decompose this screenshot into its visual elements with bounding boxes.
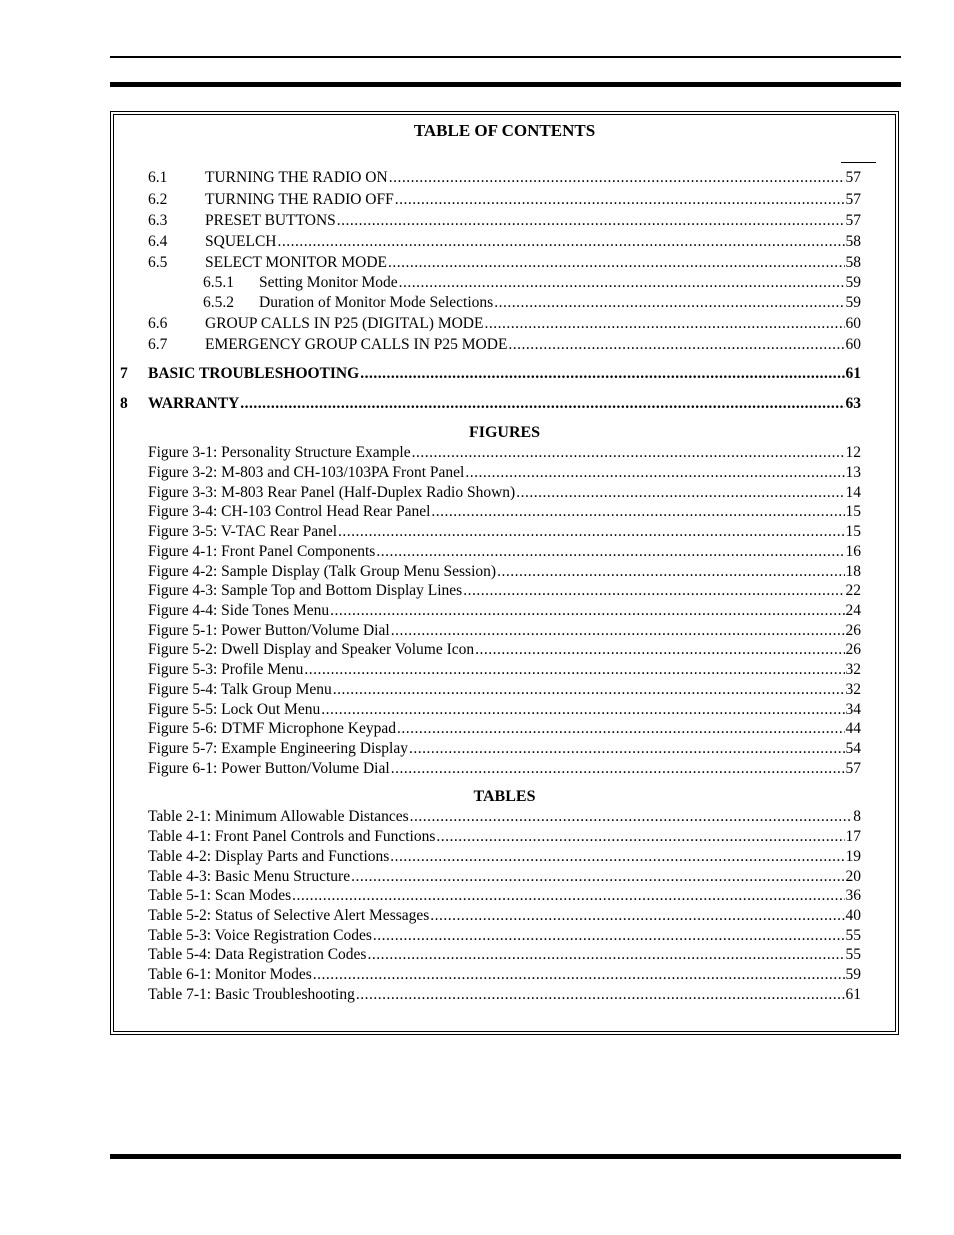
figure-title: Figure 4-4: Side Tones Menu <box>148 602 330 619</box>
figure-entry[interactable] <box>148 443 861 463</box>
figure-entry[interactable] <box>148 601 861 621</box>
figure-title: Figure 3-5: V-TAC Rear Panel <box>148 523 338 540</box>
table-entry[interactable] <box>148 906 861 926</box>
dot-leader <box>430 906 844 926</box>
figure-page: 57 <box>845 760 861 777</box>
entry-page: 59 <box>845 294 861 311</box>
figure-entry[interactable] <box>148 522 861 542</box>
table-entry[interactable] <box>148 926 861 946</box>
figure-title: Figure 4-1: Front Panel Components <box>148 543 376 560</box>
dot-leader <box>367 945 844 965</box>
dot-leader <box>389 168 845 188</box>
table-entry[interactable] <box>148 965 861 985</box>
figure-page: 16 <box>845 543 861 560</box>
entry-title: Duration of Monitor Mode Selections <box>259 294 494 311</box>
chapter-title: BASIC TROUBLESHOOTING <box>148 365 360 382</box>
header-rule-thin <box>110 56 901 58</box>
toc-entry-6-5-1[interactable] <box>203 273 861 293</box>
dot-leader <box>330 601 844 621</box>
toc-entry-6-4[interactable] <box>148 232 861 252</box>
entry-title: TURNING THE RADIO ON <box>205 169 388 186</box>
figure-entry[interactable] <box>148 719 861 739</box>
table-title: Table 5-2: Status of Selective Alert Messages <box>148 907 430 924</box>
table-entry[interactable] <box>148 985 861 1005</box>
table-title: Table 6-1: Monitor Modes <box>148 966 312 983</box>
entry-page: 57 <box>845 169 861 186</box>
dot-leader <box>390 847 844 867</box>
toc-entry-6-5-2[interactable] <box>203 293 861 313</box>
table-title: Table 5-1: Scan Modes <box>148 887 292 904</box>
dot-leader <box>410 807 853 827</box>
table-page: 40 <box>845 907 861 924</box>
toc-entry-6-7[interactable] <box>148 335 861 355</box>
figure-entry[interactable] <box>148 542 861 562</box>
entry-page: 57 <box>845 212 861 229</box>
table-entry[interactable] <box>148 847 861 867</box>
dot-leader <box>463 581 844 601</box>
entry-title: SELECT MONITOR MODE <box>205 254 387 271</box>
figure-title: Figure 5-1: Power Button/Volume Dial <box>148 622 390 639</box>
dot-leader <box>338 522 844 542</box>
dot-leader <box>240 394 844 414</box>
entry-title: Setting Monitor Mode <box>259 274 398 291</box>
toc-title: TABLE OF CONTENTS <box>413 121 596 140</box>
table-title: Table 7-1: Basic Troubleshooting <box>148 986 355 1003</box>
dot-leader <box>409 739 845 759</box>
dot-leader <box>313 965 845 985</box>
table-title: Table 4-1: Front Panel Controls and Functions <box>148 828 436 845</box>
dot-leader <box>292 886 844 906</box>
toc-chapter-8[interactable] <box>120 394 861 414</box>
figure-title: Figure 5-5: Lock Out Menu <box>148 701 321 718</box>
table-page: 20 <box>845 868 861 885</box>
figure-title: Figure 5-2: Dwell Display and Speaker Volume Icon <box>148 641 475 658</box>
entry-title: SQUELCH <box>205 233 277 250</box>
table-page: 59 <box>845 966 861 983</box>
toc-entry-6-3[interactable] <box>148 211 861 231</box>
figure-page: 18 <box>845 563 861 580</box>
figure-page: 26 <box>845 641 861 658</box>
figure-page: 14 <box>845 484 861 501</box>
toc-chapter-7[interactable] <box>120 364 861 384</box>
header-rule-thick <box>110 82 901 87</box>
entry-page: 57 <box>845 191 861 208</box>
entry-page: 59 <box>845 274 861 291</box>
figure-entry[interactable] <box>148 483 861 503</box>
dot-leader <box>431 502 844 522</box>
table-title: Table 2-1: Minimum Allowable Distances <box>148 808 409 825</box>
dot-leader <box>360 364 844 384</box>
entry-title: PRESET BUTTONS <box>205 212 336 229</box>
dot-leader <box>321 700 844 720</box>
entry-number: 6.2 <box>148 191 168 208</box>
table-title: Table 4-2: Display Parts and Functions <box>148 848 390 865</box>
figure-page: 32 <box>845 681 861 698</box>
figures-heading: FIGURES <box>468 424 541 441</box>
dot-leader <box>351 867 844 887</box>
chapter-title: WARRANTY <box>148 395 240 412</box>
figure-page: 15 <box>845 503 861 520</box>
toc-entry-6-2[interactable] <box>148 190 861 210</box>
dot-leader <box>391 759 845 779</box>
dot-leader <box>508 335 844 355</box>
figure-page: 44 <box>845 720 861 737</box>
dot-leader <box>516 483 844 503</box>
figure-title: Figure 5-3: Profile Menu <box>148 661 304 678</box>
figure-entry[interactable] <box>148 660 861 680</box>
figure-page: 15 <box>845 523 861 540</box>
dot-leader <box>304 660 844 680</box>
figure-title: Figure 5-4: Talk Group Menu <box>148 681 332 698</box>
chapter-number: 7 <box>120 365 128 382</box>
figure-entry[interactable] <box>148 463 861 483</box>
dot-leader <box>337 211 845 231</box>
footer-rule-thick <box>110 1154 901 1159</box>
figure-title: Figure 5-7: Example Engineering Display <box>148 740 408 757</box>
page-column-mark <box>841 162 876 163</box>
entry-page: 58 <box>845 254 861 271</box>
tables-heading: TABLES <box>473 788 536 805</box>
dot-leader <box>494 293 844 313</box>
entry-page: 60 <box>845 336 861 353</box>
dot-leader <box>277 232 844 252</box>
table-title: Table 5-4: Data Registration Codes <box>148 946 367 963</box>
dot-leader <box>497 562 844 582</box>
dot-leader <box>436 827 844 847</box>
table-title: Table 5-3: Voice Registration Codes <box>148 927 372 944</box>
figure-title: Figure 6-1: Power Button/Volume Dial <box>148 760 390 777</box>
figure-page: 54 <box>845 740 861 757</box>
figure-entry[interactable] <box>148 581 861 601</box>
table-page: 55 <box>845 927 861 944</box>
figure-page: 13 <box>845 464 861 481</box>
dot-leader <box>388 253 845 273</box>
table-page: 55 <box>845 946 861 963</box>
figure-entry[interactable] <box>148 502 861 522</box>
entry-number: 6.5 <box>148 254 168 271</box>
toc-inner-frame <box>113 114 896 1032</box>
table-entry[interactable] <box>148 886 861 906</box>
figure-entry[interactable] <box>148 680 861 700</box>
figure-page: 12 <box>845 444 861 461</box>
dot-leader <box>412 443 845 463</box>
toc-frame <box>110 111 899 1035</box>
dot-leader <box>465 463 844 483</box>
dot-leader <box>356 985 845 1005</box>
table-page: 17 <box>845 828 861 845</box>
dot-leader <box>373 926 845 946</box>
entry-number: 6.1 <box>148 169 168 186</box>
dot-leader <box>376 542 844 562</box>
entry-number: 6.6 <box>148 315 168 332</box>
chapter-page: 63 <box>845 395 861 412</box>
table-page: 8 <box>853 808 861 825</box>
dot-leader <box>391 621 845 641</box>
table-title: Table 4-3: Basic Menu Structure <box>148 868 351 885</box>
entry-title: TURNING THE RADIO OFF <box>205 191 394 208</box>
table-entry[interactable] <box>148 945 861 965</box>
figure-entry[interactable] <box>148 739 861 759</box>
table-page: 36 <box>845 887 861 904</box>
table-page: 61 <box>845 986 861 1003</box>
figure-entry[interactable] <box>148 562 861 582</box>
figure-page: 34 <box>845 701 861 718</box>
dot-leader <box>484 314 844 334</box>
figure-title: Figure 3-4: CH-103 Control Head Rear Panel <box>148 503 431 520</box>
entry-number: 6.5.2 <box>203 294 234 311</box>
figure-entry[interactable] <box>148 759 861 779</box>
table-entry[interactable] <box>148 807 861 827</box>
entry-page: 60 <box>845 315 861 332</box>
figure-title: Figure 3-3: M-803 Rear Panel (Half-Duplex Radio Shown) <box>148 484 516 501</box>
figure-title: Figure 4-2: Sample Display (Talk Group Menu Session) <box>148 563 497 580</box>
figure-page: 22 <box>845 582 861 599</box>
figure-entry[interactable] <box>148 621 861 641</box>
figure-title: Figure 3-1: Personality Structure Example <box>148 444 411 461</box>
entry-number: 6.3 <box>148 212 168 229</box>
toc-entry-6-6[interactable] <box>148 314 861 334</box>
dot-leader <box>395 190 845 210</box>
figure-page: 24 <box>845 602 861 619</box>
figure-page: 26 <box>845 622 861 639</box>
toc-entry-6-1[interactable] <box>148 168 861 188</box>
entry-number: 6.4 <box>148 233 168 250</box>
entry-title: GROUP CALLS IN P25 (DIGITAL) MODE <box>205 315 484 332</box>
dot-leader <box>397 719 845 739</box>
entry-number: 6.5.1 <box>203 274 234 291</box>
figure-title: Figure 4-3: Sample Top and Bottom Display Lines <box>148 582 463 599</box>
dot-leader <box>333 680 845 700</box>
table-page: 19 <box>845 848 861 865</box>
figure-entry[interactable] <box>148 640 861 660</box>
dot-leader <box>475 640 844 660</box>
toc-entry-6-5[interactable] <box>148 253 861 273</box>
entry-title: EMERGENCY GROUP CALLS IN P25 MODE <box>205 336 508 353</box>
chapter-page: 61 <box>845 365 861 382</box>
entry-page: 58 <box>845 233 861 250</box>
figure-title: Figure 5-6: DTMF Microphone Keypad <box>148 720 396 737</box>
figure-page: 32 <box>845 661 861 678</box>
chapter-number: 8 <box>120 395 128 412</box>
entry-number: 6.7 <box>148 336 168 353</box>
figure-entry[interactable] <box>148 700 861 720</box>
figure-title: Figure 3-2: M-803 and CH-103/103PA Front Panel <box>148 464 465 481</box>
table-entry[interactable] <box>148 867 861 887</box>
dot-leader <box>399 273 845 293</box>
table-entry[interactable] <box>148 827 861 847</box>
